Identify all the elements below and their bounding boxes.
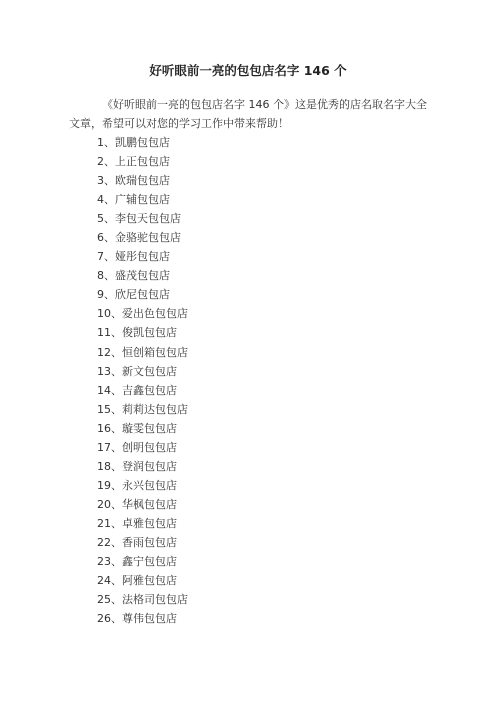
- list-item: 14、吉鑫包包店: [97, 383, 177, 397]
- list-item: 9、欣尼包包店: [97, 288, 170, 302]
- list-item: 19、永兴包包店: [97, 478, 177, 492]
- list-item: 1、凯鹏包包店: [97, 136, 170, 149]
- list-item: 22、香雨包包店: [97, 535, 177, 549]
- list-item: 3、欧瑞包包店: [97, 174, 170, 188]
- list-item: 25、法格司包包店: [97, 593, 188, 607]
- list-item: 18、登润包包店: [97, 459, 177, 473]
- list-item: 13、新文包包店: [97, 364, 177, 378]
- list-item: 4、广辅包包店: [97, 193, 170, 207]
- intro-paragraph: 《好听眼前一亮的包包店名字 146 个》这是优秀的店名取名字大全文章，希望可以对您的学习工作中带来帮助！: [69, 98, 427, 130]
- list-item: 12、恒创箱包包店: [97, 345, 188, 359]
- list-item: 7、娅彤包包店: [97, 250, 170, 264]
- list-item: 17、创明包包店: [97, 440, 177, 454]
- page-title: 好听眼前一亮的包包店名字 146 个: [149, 63, 347, 78]
- list-item: 11、俊凯包包店: [97, 326, 177, 340]
- list-item: 6、金骆驼包包店: [97, 231, 181, 245]
- list-item: 23、鑫宁包包店: [97, 555, 177, 569]
- list-item: 2、上正包包店: [97, 155, 170, 169]
- list-item: 15、莉莉达包包店: [97, 402, 188, 416]
- list-item: 10、爱出色包包店: [97, 307, 188, 321]
- list-item: 5、李包天包包店: [97, 212, 181, 226]
- name-list: [97, 133, 188, 628]
- list-item: 24、阿雅包包店: [97, 574, 177, 588]
- list-item: 26、尊伟包包店: [97, 612, 177, 626]
- list-item: 21、卓雅包包店: [97, 516, 177, 530]
- list-item: 16、璇雯包包店: [97, 421, 177, 435]
- list-item: 20、华枫包包店: [97, 497, 177, 511]
- list-item: 8、盛茂包包店: [97, 269, 170, 283]
